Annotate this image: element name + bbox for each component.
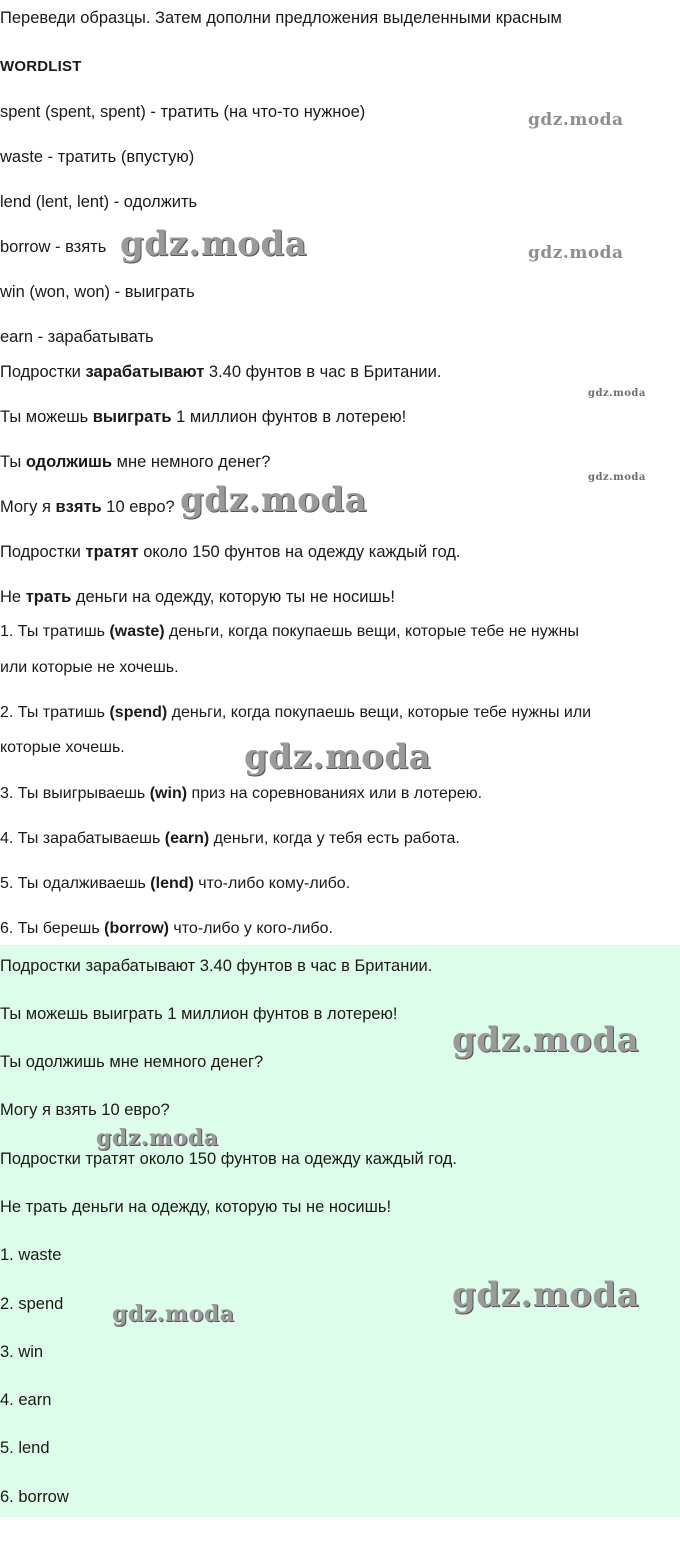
sample-keyword: зарабатывают: [85, 363, 205, 381]
exercise-post: что-либо кому-либо.: [193, 875, 351, 892]
exercise-keyword: (borrow): [104, 920, 169, 937]
sample-pre: Ты можешь: [0, 408, 93, 426]
sample-post: 10 евро?: [101, 498, 175, 516]
watermark: gdz.moda: [588, 472, 646, 483]
wordlist-item: lend (lent, lent) - одолжить: [0, 193, 198, 211]
sample-pre: Подростки: [0, 543, 86, 561]
sample-sentence: [0, 586, 395, 608]
sample-sentence: [0, 406, 406, 428]
watermark: gdz.moda: [112, 1301, 235, 1327]
answer-word: 3. win: [0, 1343, 44, 1361]
exercise-pre: 4. Ты зарабатываешь: [0, 830, 165, 847]
exercise-item-continuation: которые хочешь.: [0, 739, 125, 756]
exercise-keyword: (spend): [109, 704, 168, 721]
sample-pre: Не: [0, 588, 26, 606]
sample-keyword: взять: [55, 498, 102, 516]
exercise-post: деньги, когда у тебя есть работа.: [209, 830, 460, 847]
watermark: gdz.moda: [452, 1020, 640, 1060]
exercise-post: деньги, когда покупаешь вещи, которые тебе не нужны: [164, 623, 579, 640]
watermark: gdz.moda: [244, 737, 432, 777]
wordlist-item: spent (spent, spent) - тратить (на что-то нужное): [0, 103, 366, 121]
sample-keyword: выиграть: [92, 408, 172, 426]
wordlist-item: waste - тратить (впустую): [0, 148, 195, 166]
sample-post: мне немного денег?: [112, 453, 271, 471]
wordlist-item: borrow - взять: [0, 238, 107, 256]
sample-post: 3.40 фунтов в час в Британии.: [204, 363, 442, 381]
sample-sentence: [0, 541, 461, 563]
exercise-keyword: (waste): [109, 623, 165, 640]
watermark: gdz.moda: [120, 224, 308, 264]
exercise-item-continuation: или которые не хочешь.: [0, 659, 179, 676]
sample-pre: Ты: [0, 453, 26, 471]
answer-translation: Подростки тратят около 150 фунтов на одежду каждый год.: [0, 1150, 457, 1168]
exercise-item: [0, 621, 579, 643]
exercise-pre: 1. Ты тратишь: [0, 623, 110, 640]
watermark: gdz.moda: [528, 110, 624, 130]
watermark: gdz.moda: [528, 243, 624, 263]
exercise-pre: 3. Ты выигрываешь: [0, 785, 150, 802]
answer-translation: Не трать деньги на одежду, которую ты не носишь!: [0, 1198, 392, 1216]
watermark: gdz.moda: [96, 1125, 219, 1151]
exercise-keyword: (earn): [164, 830, 210, 847]
answer-word: 1. waste: [0, 1246, 62, 1264]
answer-translation: Ты можешь выиграть 1 миллион фунтов в лотерею!: [0, 1005, 398, 1023]
exercise-pre: 6. Ты берешь: [0, 920, 105, 937]
answer-word: 4. earn: [0, 1391, 52, 1409]
wordlist-item: win (won, won) - выиграть: [0, 283, 195, 301]
sample-keyword: тратят: [85, 543, 139, 561]
exercise-pre: 5. Ты одалживаешь: [0, 875, 151, 892]
sample-post: деньги на одежду, которую ты не носишь!: [71, 588, 395, 606]
watermark: gdz.moda: [180, 480, 368, 520]
exercise-item: [0, 918, 333, 940]
exercise-pre: 2. Ты тратишь: [0, 704, 110, 721]
sample-sentence: [0, 496, 175, 518]
sample-keyword: одолжишь: [25, 453, 113, 471]
answer-word: 6. borrow: [0, 1488, 69, 1506]
sample-pre: Подростки: [0, 363, 86, 381]
exercise-item: [0, 873, 350, 895]
answer-translation: Могу я взять 10 евро?: [0, 1101, 170, 1119]
watermark: gdz.moda: [452, 1275, 640, 1315]
exercise-post: приз на соревнованиях или в лотерею.: [187, 785, 483, 802]
sample-post: около 150 фунтов на одежду каждый год.: [138, 543, 461, 561]
sample-keyword: трать: [25, 588, 72, 606]
exercise-item: [0, 783, 482, 805]
wordlist-item: earn - зарабатывать: [0, 328, 154, 346]
exercise-item: [0, 828, 460, 850]
sample-sentence: [0, 361, 441, 383]
exercise-keyword: (win): [149, 785, 188, 802]
wordlist-heading: WORDLIST: [0, 58, 82, 75]
exercise-keyword: (lend): [150, 875, 194, 892]
answer-word: 2. spend: [0, 1295, 64, 1313]
answer-translation: Ты одолжишь мне немного денег?: [0, 1053, 264, 1071]
exercise-post: что-либо у кого-либо.: [168, 920, 333, 937]
watermark: gdz.moda: [588, 388, 646, 399]
sample-pre: Могу я: [0, 498, 56, 516]
sample-post: 1 миллион фунтов в лотерею!: [171, 408, 407, 426]
sample-sentence: [0, 451, 270, 473]
answer-word: 5. lend: [0, 1439, 50, 1457]
instruction-text: Переведи образцы. Затем дополни предложения выделенными красным: [0, 9, 562, 27]
exercise-post: деньги, когда покупаешь вещи, которые тебе нужны или: [167, 704, 592, 721]
exercise-item: [0, 702, 591, 724]
answer-translation: Подростки зарабатывают 3.40 фунтов в час в Британии.: [0, 957, 433, 975]
